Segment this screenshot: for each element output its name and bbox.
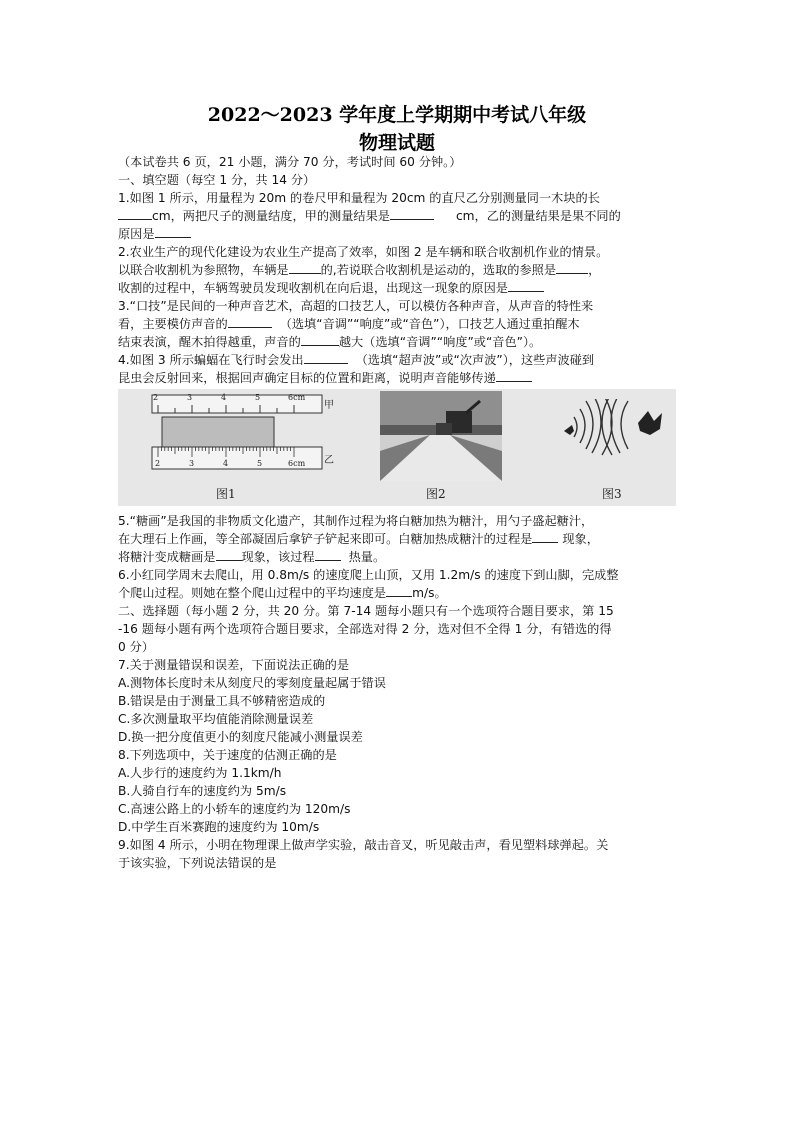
q2-line1: 2.农业生产的现代化建设为农业生产提高了效率，如图 2 是车辆和联合收割机作业的情景。 [118, 245, 609, 259]
q5-line2: 在大理石上作画，等全部凝固后拿铲子铲起来即可。白糖加热成糖汁的过程是 现象， [118, 532, 599, 546]
q4-line2: 昆虫会反射回来，根据回声确定目标的位置和距离，说明声音能够传递 [118, 369, 678, 387]
q1-blank-3[interactable] [155, 225, 191, 238]
section2-block [118, 512, 678, 872]
q6-blank-1[interactable] [386, 584, 412, 597]
q8-option-c[interactable]: C.高速公路上的小轿车的速度约为 120m/s [118, 802, 351, 816]
q2-blank-3[interactable] [508, 279, 544, 292]
ruler-bottom-tick-5: 5 [257, 459, 263, 468]
q9-line2: 于该实验，下列说法错误的是 [118, 856, 277, 870]
figure3-caption: 图3 [602, 487, 622, 501]
q3-blank-2[interactable] [301, 333, 339, 346]
ruler-top-tick-6cm: 6cm [288, 393, 306, 402]
section1-block [118, 153, 678, 387]
harvester-photo [380, 391, 502, 481]
q2-blank-2[interactable] [556, 261, 588, 274]
q1-line3: 原因是 [118, 225, 678, 243]
q6-line2: 个爬山过程。则她在整个爬山过程中的平均速度是 m/s。 [118, 586, 447, 600]
q2-line3: 收割的过程中，车辆驾驶员发现收割机在向后退，出现这一现象的原因是 [118, 279, 678, 297]
ruler-bottom-tick-2: 2 [155, 459, 161, 468]
q3-line3: 结束表演，醒木拍得越重，声音的 越大（选填“音调”“响度”或“音色”）。 [118, 335, 542, 349]
q7-option-a[interactable]: A.测物体长度时未从刻度尺的零刻度量起属于错误 [118, 676, 386, 690]
ruler-label-yi: 乙 [324, 455, 334, 466]
q4-blank-1[interactable] [304, 351, 348, 364]
q8-option-d[interactable]: D.中学生百米赛跑的速度约为 10m/s [118, 820, 320, 834]
ruler-top-tick-3: 3 [187, 393, 193, 402]
figures-panel [118, 389, 676, 506]
q5-blank-1[interactable] [532, 530, 558, 543]
q2-blank-1[interactable] [289, 261, 321, 274]
ruler-bottom-tick-6cm: 6cm [288, 459, 306, 468]
q2-line2: 以联合收割机为参照物，车辆是 的,若说联合收割机是运动的，选取的参照是 ， [118, 263, 601, 277]
q5-blank-2[interactable] [216, 548, 242, 561]
q5-blank-3[interactable] [315, 548, 341, 561]
section2-heading-line3: 0 分） [118, 640, 155, 654]
exam-info: （本试卷共 6 页，21 小题，满分 70 分，考试时间 60 分钟。） [118, 155, 462, 169]
q5-line3: 将糖汁变成糖画是 现象，该过程 热量。 [118, 550, 386, 564]
bat-echolocation-drawing [554, 399, 664, 479]
section2-heading-line2: -16 题每小题有两个选项符合题目要求，全部选对得 2 分，选对但不全得 1 分，有错选的得 [118, 622, 612, 636]
q6-line1: 6.小红同学周末去爬山，用 0.8m/s 的速度爬上山顶，又用 1.2m/s 的速度下到山脚，完成整 [118, 568, 619, 582]
figure1-caption: 图1 [216, 487, 236, 501]
q4-line1: 4.如图 3 所示蝙蝠在飞行时会发出 （选填“超声波”或“次声波”），这些声波碰到 [118, 353, 595, 367]
q5-line1: 5.“糖画”是我国的非物质文化遗产，其制作过程为将白糖加热为糖汁，用勺子盛起糖汁， [118, 514, 594, 528]
q1-blank-1[interactable] [118, 207, 152, 220]
q7-option-c[interactable]: C.多次测量取平均值能消除测量误差 [118, 712, 314, 726]
ruler-bottom-tick-4: 4 [223, 459, 229, 468]
q8-stem: 8.下列选项中，关于速度的估测正确的是 [118, 748, 337, 762]
q1-line1: 1.如图 1 所示，用量程为 20m 的卷尺甲和量程为 20cm 的直尺乙分别测量同一木块的长 [118, 191, 600, 205]
ruler-top-tick-4: 4 [221, 393, 227, 402]
ruler-label-jia: 甲 [324, 400, 334, 411]
q4-blank-2[interactable] [496, 369, 532, 382]
section1-heading: 一、填空题（每空 1 分，共 14 分） [118, 173, 316, 187]
q3-blank-1[interactable] [228, 315, 272, 328]
q8-option-a[interactable]: A.人步行的速度约为 1.1km/h [118, 766, 282, 780]
q1-blank-2[interactable] [390, 207, 434, 220]
section2-heading-line1: 二、选择题（每小题 2 分，共 20 分。第 7-14 题每小题只有一个选项符合题目要求，第 15 [118, 604, 614, 618]
q3-line1: 3.“口技”是民间的一种声音艺术，高超的口技艺人，可以模仿各种声音，从声音的特性来 [118, 299, 594, 313]
ruler-diagram [138, 393, 338, 483]
ruler-top-tick-5: 5 [255, 393, 261, 402]
q7-stem: 7.关于测量错误和误差，下面说法正确的是 [118, 658, 350, 672]
q7-option-b[interactable]: B.错误是由于测量工具不够精密造成的 [118, 694, 326, 708]
q7-option-d[interactable]: D.换一把分度值更小的刻度尺能减小测量误差 [118, 730, 363, 744]
exam-title: 2022～2023 学年度上学期期中考试八年级 [207, 104, 587, 126]
q8-option-b[interactable]: B.人骑自行车的速度约为 5m/s [118, 784, 287, 798]
bat-icon [638, 411, 662, 435]
q3-line2: 看，主要模仿声音的 （选填“音调”“响度”或“音色”），口技艺人通过重拍醒木 [118, 317, 580, 331]
exam-subtitle: 物理试题 [358, 132, 435, 154]
insect-icon [564, 425, 574, 435]
figure2-caption: 图2 [426, 487, 446, 501]
ruler-top-tick-2: 2 [153, 393, 159, 402]
q9-line1: 9.如图 4 所示，小明在物理课上做声学实验，敲击音叉，听见敲击声，看见塑料球弹起。关 [118, 838, 609, 852]
q1-line2: cm，两把尺子的测量结度，甲的测量结果是 cm，乙的测量结果是果不同的 [118, 207, 678, 225]
ruler-bottom-tick-3: 3 [189, 459, 195, 468]
